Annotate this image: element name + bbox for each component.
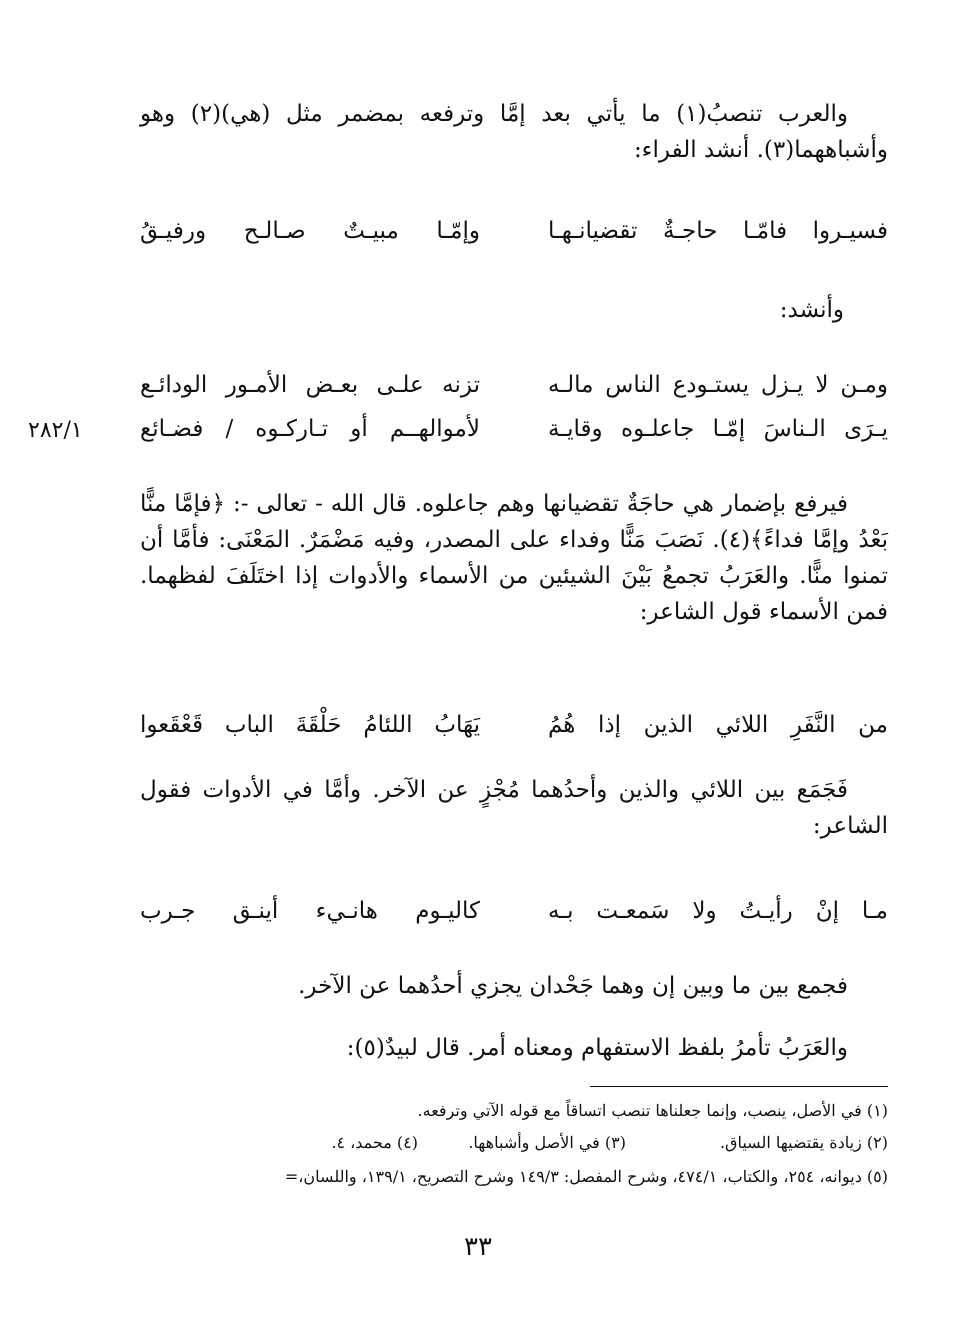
footnote-3: (٣) في الأصل وأشباهها.: [468, 1133, 626, 1152]
paragraph-text: والعرب تنصبُ(١) ما يأتي بعد إمَّا وترفعه بمضمر مثل (هي)(٢) وهو وأشباههما(٣). أنشد الفراء:: [140, 101, 888, 163]
footnote-2: (٢) زيادة يقتضيها السياق.: [719, 1133, 888, 1152]
verse-4-second-hemistich: يَهَابُ اللئامُ حَلْقَةَ الباب قَعْقَعوا: [140, 712, 480, 738]
verse-2: [140, 366, 888, 404]
margin-reference: ٢٨٢/١: [28, 418, 83, 443]
verse-5: [140, 892, 888, 930]
paragraph-labid: [140, 1030, 888, 1066]
paragraph-explanation: [140, 486, 888, 630]
verse-5-second-hemistich: كاليـوم هانـيء أينـق جـرب: [140, 898, 480, 924]
verse-4-first-hemistich: من النَّفَرِ اللائي الذين إذا هُمُ: [548, 712, 888, 738]
paragraph-combine: [140, 772, 888, 844]
paragraph-jahdan: [140, 968, 888, 1004]
paragraph-text: فيرفع بإضمار هي حاجَةٌ تقضيانها وهم جاعلوه. قال الله - تعالى -: ﴿فإمَّا منًّا بَعْدُ وإمَّا فداءً﴾(٤). نَصَبَ مَنًّا وفداء على المصدر، وفيه مَضْمَرٌ. المَعْنَى: فأمَّا أن تمنوا منًّا. والعَرَبُ تجمعُ بَيْنَ الشيئين من الأسماء والأدوات إذا اختَلَفَ لفظهما. فمن الأسماء قول الشاعر:: [140, 491, 888, 625]
verse-4: [140, 706, 888, 744]
verse-2-first-hemistich: ومـن لا يـزل يستـودع الناس مالـه: [548, 372, 888, 398]
footnote-row-2: [128, 1130, 888, 1156]
footnote-separator: [590, 1086, 888, 1087]
footnote-1: (١) في الأصل، ينصب، وإنما جعلناها تنصب اتساقاً مع قوله الآتي وترفعه.: [417, 1101, 888, 1120]
verse-1: [140, 212, 888, 250]
verse-2-second-hemistich: تزنه علـى بعـض الأمـور الودائـع: [140, 372, 480, 398]
verse-3-first-hemistich: يـرَى الـناسَ إمّـا جاعلـوه وقايـة: [548, 416, 888, 442]
verse-3-second-hemistich: لأموالهــم أو تـاركـوه / فضـائع: [140, 416, 480, 442]
paragraph-intro: [140, 96, 888, 168]
footnote-4: (٤) محمد، ٤.: [331, 1133, 418, 1152]
paragraph-text: فجمع بين ما وبين إن وهما جَحْدان يجزي أحدُهما عن الآخر.: [298, 973, 848, 999]
page-number: ٣٣: [464, 1232, 492, 1262]
verse-3: [140, 410, 888, 448]
anshad-label: وأنشد:: [779, 297, 844, 323]
paragraph-text: والعَرَبُ تأمرُ بلفظ الاستفهام ومعناه أمر. قال لبيدٌ(٥):: [346, 1035, 848, 1061]
verse-5-first-hemistich: مـا إنْ رأيـتُ ولا سَمعـت بـه: [548, 898, 888, 924]
verse-1-first-hemistich: فسيـروا فامّـا حاجـةٌ تقضيانـهـا: [548, 218, 888, 244]
footnote-5: (٥) ديوانه، ٢٥٤، والكتاب، ٤٧٤/١، وشرح المفصل: ١٤٩/٣ وشرح التصريح، ١٣٩/١، واللسان،=: [284, 1167, 888, 1186]
paragraph-text: فَجَمَع بين اللائي والذين وأحدُهما مُجْزٍ عن الآخر. وأمَّا في الأدوات فقول الشاعر:: [140, 777, 888, 839]
verse-1-second-hemistich: وإمّـا مبيـتٌ صـالـح ورفيـقُ: [140, 218, 480, 244]
